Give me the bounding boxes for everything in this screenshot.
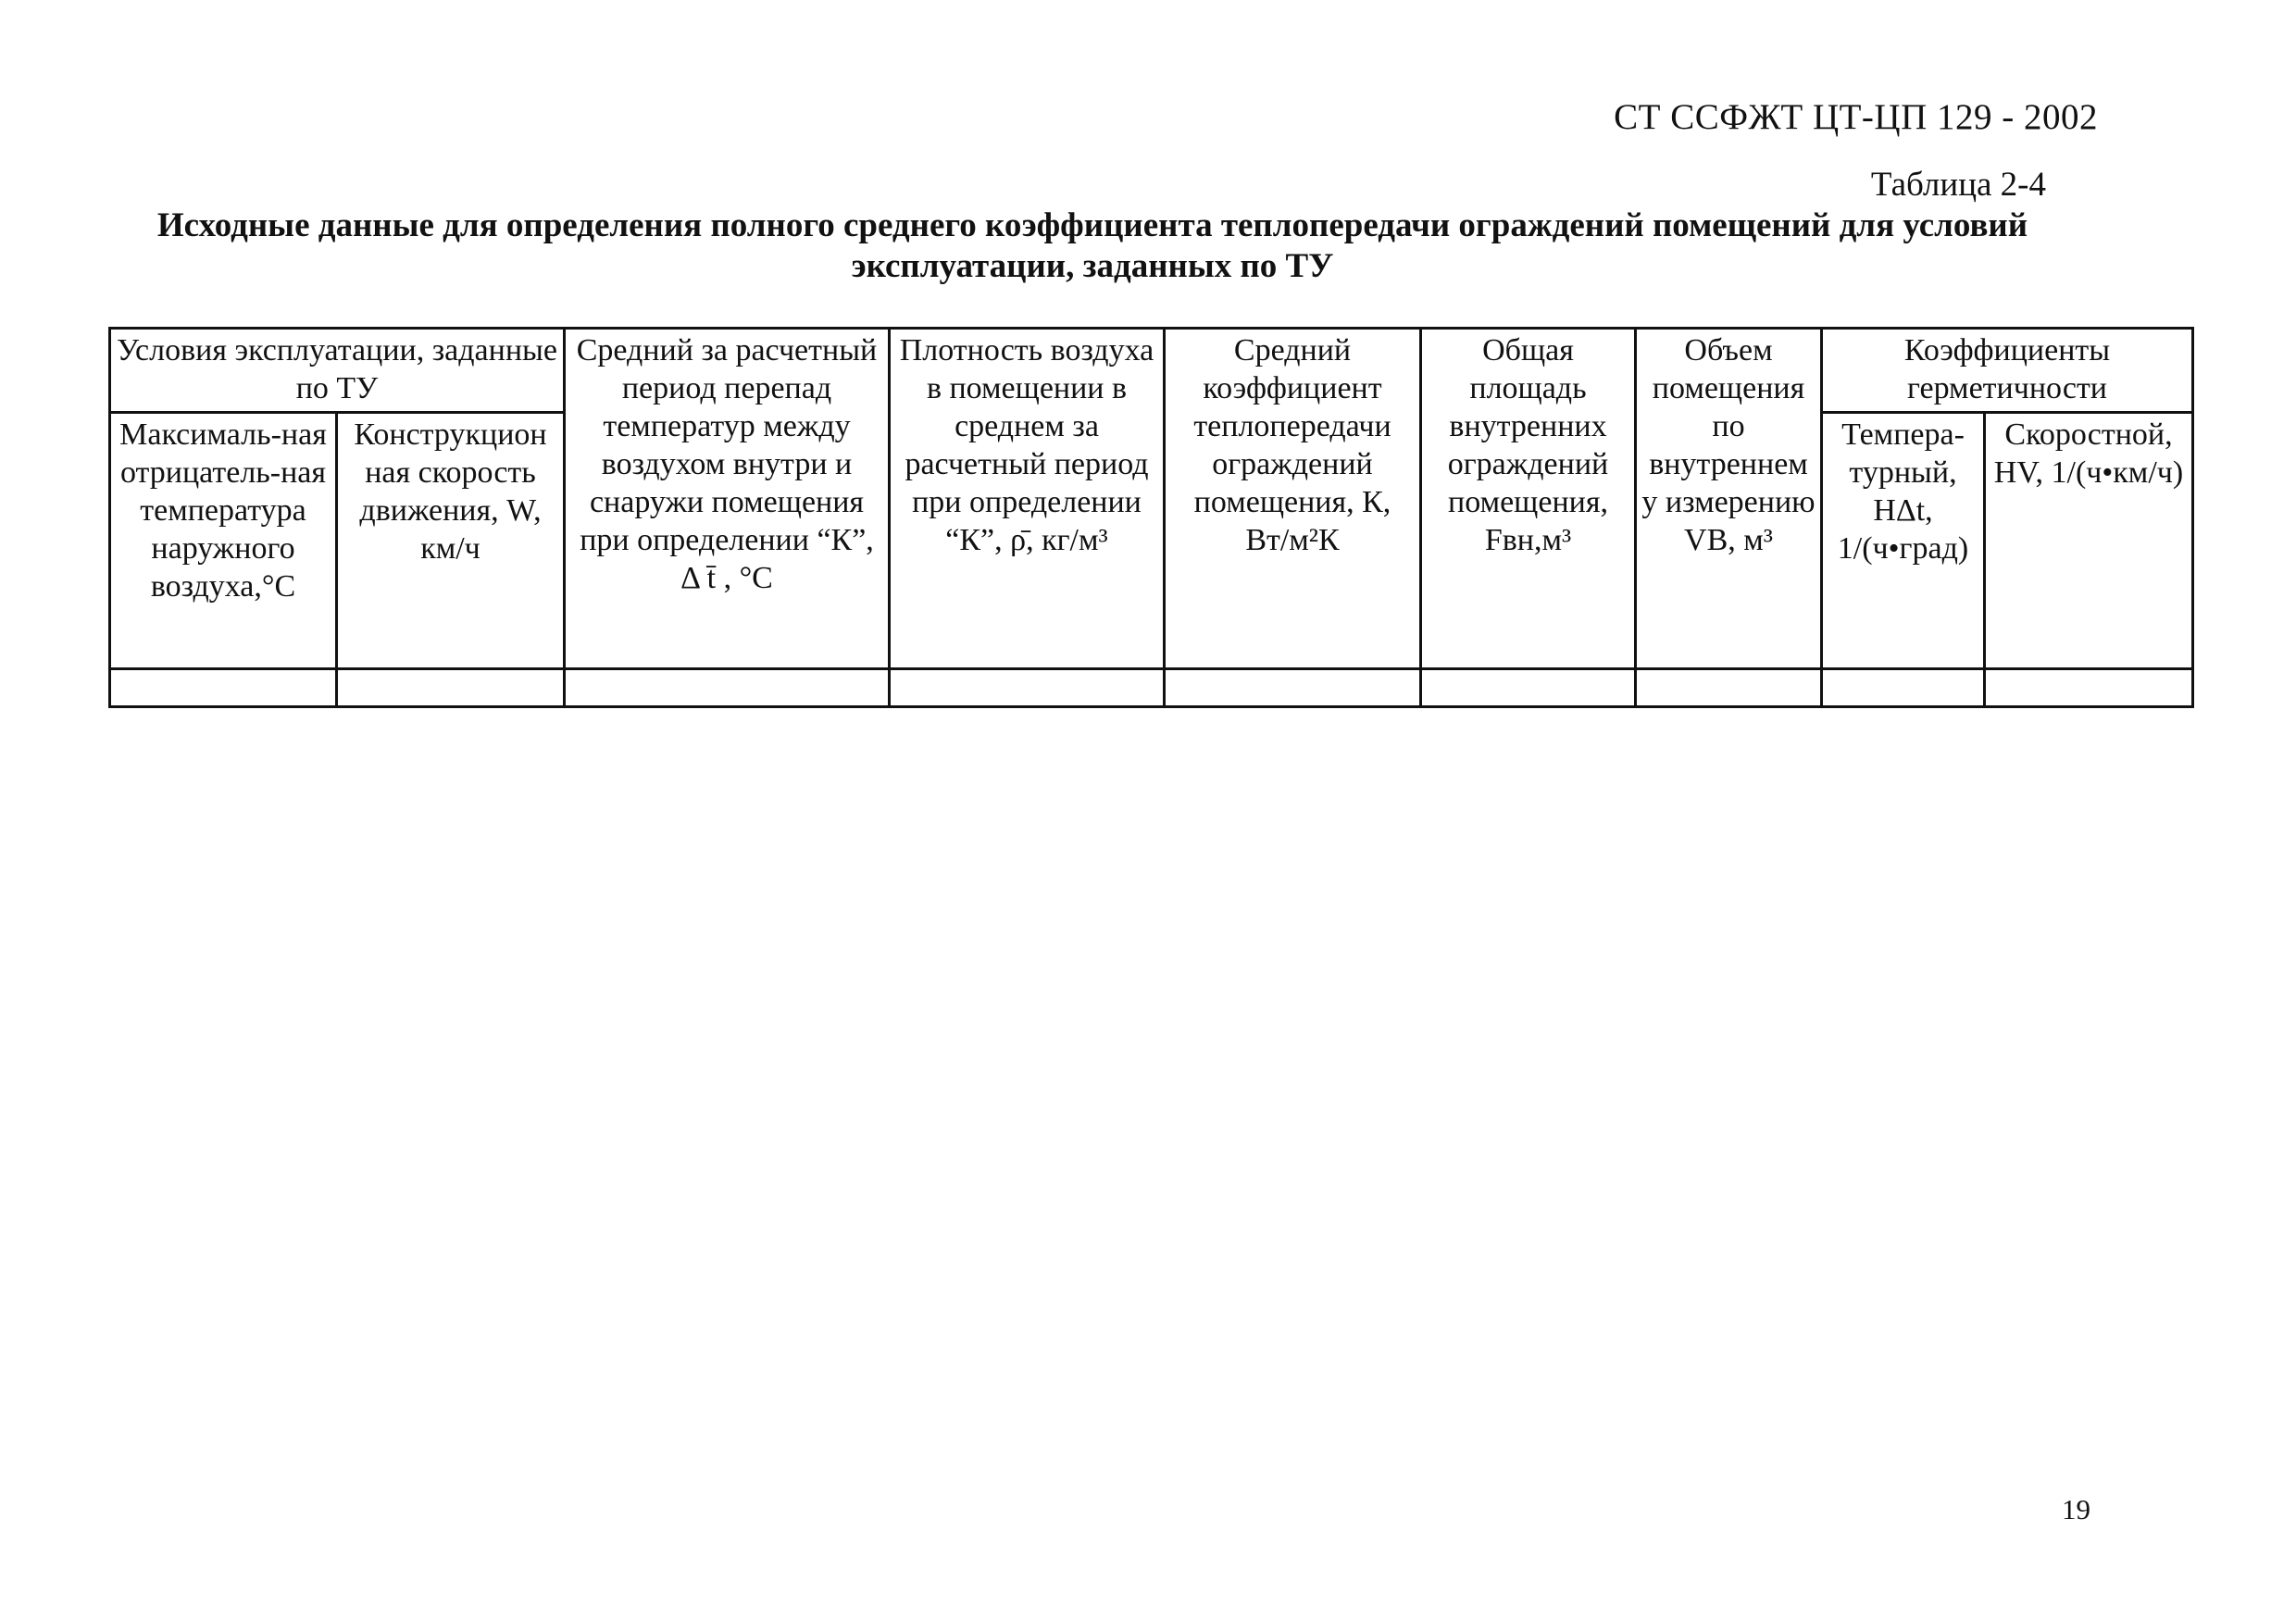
table-cell [110,669,337,707]
table-title: Исходные данные для определения полного среднего коэффициента теплопередачи ограждений помещений для условий эксплуатации, заданных по ТУ [156,206,2028,285]
table-cell [1165,669,1421,707]
table-cell [1636,669,1822,707]
table-cell [1985,669,2193,707]
table-cell [337,669,565,707]
header-mean-temp-difference: Средний за расчетный период перепад температур между воздухом внутри и снаружи помещения при определении “К”, Δ t̄ , °С [565,329,890,669]
page-number: 19 [2062,1493,2090,1526]
header-tightness-coefficients: Коэффициенты герметичности [1822,329,2193,413]
header-max-negative-temp: Максималь-ная отрицатель-ная температура наружного воздуха,°С [110,413,337,669]
header-total-area: Общая площадь внутренних ограждений помещения, Fвн,м³ [1421,329,1636,669]
header-row-1 [110,329,2193,413]
header-operating-conditions: Условия эксплуатации, заданные по ТУ [110,329,565,413]
source-data-table [108,327,2194,708]
header-room-volume: Объем помещения по внутреннем у измерению VВ, м³ [1636,329,1822,669]
table-container [108,327,2191,708]
header-mean-heat-transfer: Средний коэффициент теплопередачи ограждений помещения, К, Вт/м²К [1165,329,1421,669]
document-code: СТ ССФЖТ ЦТ-ЦП 129 - 2002 [1614,97,2098,137]
table-row [110,669,2193,707]
header-temperature-coefficient: Темпера-турный, HΔt, 1/(ч•град) [1822,413,1985,669]
header-speed-coefficient: Скоростной, HV, 1/(ч•км/ч) [1985,413,2193,669]
table-cell [890,669,1165,707]
table-cell [565,669,890,707]
table-cell [1822,669,1985,707]
table-cell [1421,669,1636,707]
table-number: Таблица 2-4 [1870,166,2046,204]
header-design-speed: Конструкцион ная скорость движения, W, км/ч [337,413,565,669]
header-air-density: Плотность воздуха в помещении в среднем за расчетный период при определении “К”, ρ̄, кг/м³ [890,329,1165,669]
